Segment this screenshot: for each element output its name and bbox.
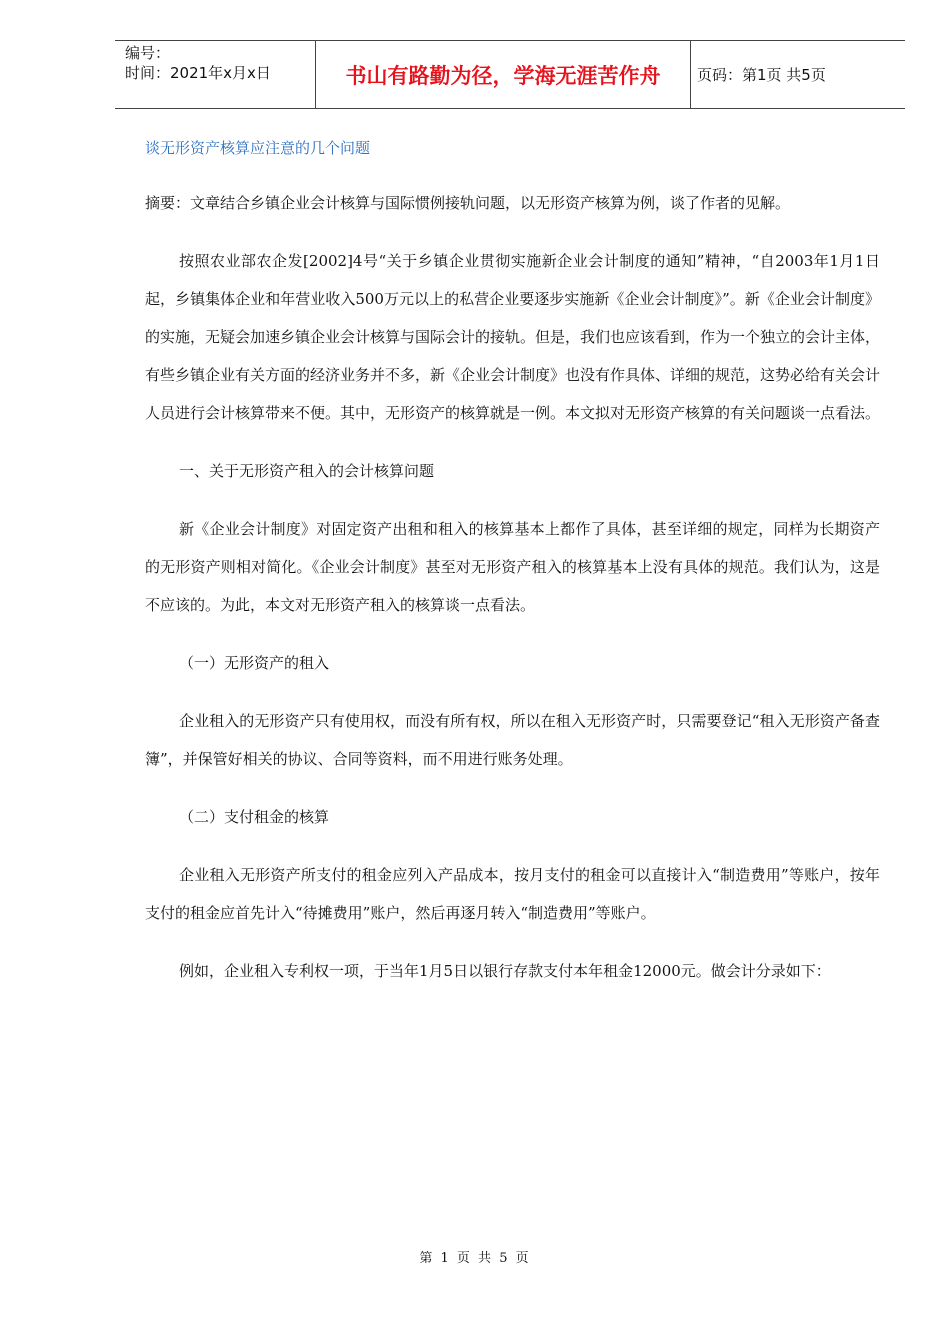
subsection-heading-1: （一）无形资产的租入	[179, 654, 330, 672]
body-paragraph-2: 新《企业会计制度》对固定资产出租和租入的核算基本上都作了具体，甚至详细的规定，同样为长期资产的无形资产则相对简化。《企业会计制度》甚至对无形资产租入的核算基本上没有具体的规范。我们认为，这是不应该的。为此，本文对无形资产租入的核算谈一点看法。	[145, 520, 880, 614]
body-paragraph-4: 企业租入无形资产所支付的租金应列入产品成本，按月支付的租金可以直接计入“制造费用”等账户，按年支付的租金应首先计入“待摊费用”账户，然后再逐月转入“制造费用”等账户。	[145, 866, 880, 922]
date-label: 时间：2021年x月x日	[125, 64, 271, 82]
body-paragraph-1: 按照农业部农企发[2002]4号“关于乡镇企业贯彻实施新企业会计制度的通知”精神，“自2003年1月1日起，乡镇集体企业和年营业收入500万元以上的私营企业要逐步实施新《企业会计制度》”。新《企业会计制度》的实施，无疑会加速乡镇企业会计核算与国际会计的接轨。但是，我们也应该看到，作为一个独立的会计主体，有些乡镇企业有关方面的经济业务并不多，新《企业会计制度》也没有作具体、详细的规范，这势必给有关会计人员进行会计核算带来不便。其中，无形资产的核算就是一例。本文拟对无形资产核算的有关问题谈一点看法。	[145, 252, 881, 422]
page-footer: 第 1 页 共 5 页	[419, 1251, 531, 1266]
page-header	[115, 40, 905, 109]
subsection-heading-2: （二）支付租金的核算	[179, 808, 330, 826]
document-title: 谈无形资产核算应注意的几个问题	[145, 139, 371, 157]
header-motto: 书山有路勤为径，学海无涯苦作舟	[315, 41, 691, 108]
section-heading-1: 一、关于无形资产租入的会计核算问题	[179, 462, 435, 480]
header-meta	[115, 41, 315, 108]
header-page-number: 页码：第1页 共5页	[697, 66, 826, 84]
serial-number-label: 编号：	[125, 44, 171, 62]
body-paragraph-5: 例如，企业租入专利权一项，于当年1月5日以银行存款支付本年租金12000元。做会计分录如下：	[179, 962, 831, 980]
abstract-paragraph: 摘要：文章结合乡镇企业会计核算与国际惯例接轨问题，以无形资产核算为例，谈了作者的见解。	[145, 194, 791, 212]
document-body	[145, 184, 880, 990]
body-paragraph-3: 企业租入的无形资产只有使用权，而没有所有权，所以在租入无形资产时，只需要登记“租入无形资产备查簿”，并保管好相关的协议、合同等资料，而不用进行账务处理。	[145, 712, 880, 768]
